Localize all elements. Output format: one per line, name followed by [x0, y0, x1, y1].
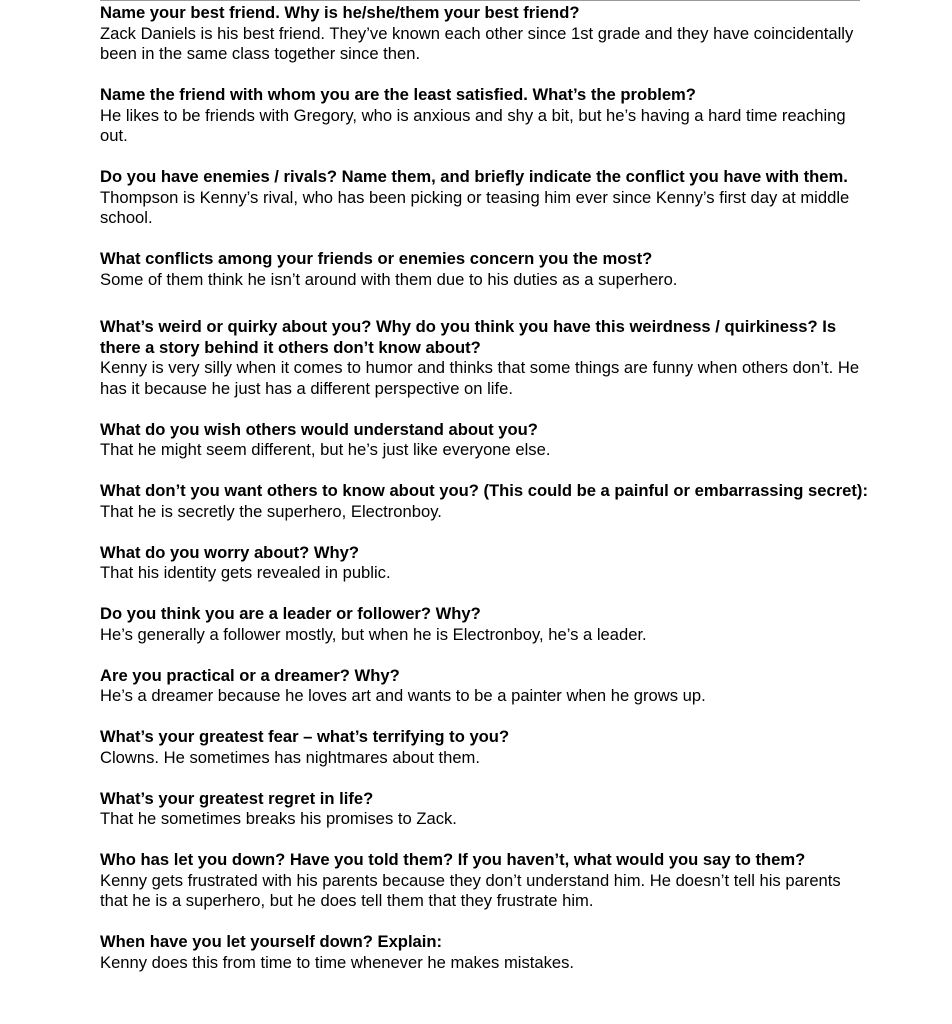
- question: Name your best friend. Why is he/she/them your best friend?: [100, 3, 580, 22]
- answer: He’s generally a follower mostly, but when he is Electronboy, he’s a leader.: [100, 624, 647, 644]
- answer: He likes to be friends with Gregory, who is anxious and shy a bit, but he’s having a hard time reaching out.: [100, 105, 846, 145]
- qa-worry: [100, 543, 870, 584]
- answer: That he is secretly the superhero, Electronboy.: [100, 501, 442, 521]
- qa-wish-understood: [100, 420, 870, 461]
- questionnaire-document: [100, 3, 870, 994]
- qa-let-down-by: [100, 850, 870, 912]
- question: Name the friend with whom you are the least satisfied. What’s the problem?: [100, 85, 696, 104]
- question: Do you think you are a leader or follower? Why?: [100, 604, 481, 623]
- answer: That his identity gets revealed in public.: [100, 563, 391, 582]
- answer: That he sometimes breaks his promises to Zack.: [100, 809, 457, 828]
- qa-conflicts-concern: [100, 249, 870, 290]
- question: What don’t you want others to know about you? (This could be a painful or embarrassing secret):: [100, 481, 868, 500]
- qa-weird-quirky: [100, 317, 870, 399]
- qa-greatest-regret: [100, 789, 870, 830]
- question: What’s your greatest regret in life?: [100, 788, 374, 808]
- question: What do you wish others would understand about you?: [100, 419, 538, 439]
- question: What’s your greatest fear – what’s terrifying to you?: [100, 727, 510, 746]
- answer: He’s a dreamer because he loves art and wants to be a painter when he grows up.: [100, 686, 706, 705]
- answer: Kenny gets frustrated with his parents because they don’t understand him. He doesn’t tell his parents that he is a superhero, but he does tell them that they frustrate him.: [100, 870, 841, 910]
- question: What’s weird or quirky about you? Why do you think you have this weirdness / quirkiness? Is there a story behind it others don’t know about?: [100, 317, 837, 357]
- question: When have you let yourself down? Explain:: [100, 932, 443, 951]
- qa-let-yourself-down: [100, 932, 870, 973]
- qa-least-satisfied-friend: [100, 85, 870, 147]
- qa-secret: [100, 481, 870, 522]
- qa-leader-follower: [100, 604, 870, 645]
- qa-enemies-rivals: [100, 167, 870, 229]
- question: Do you have enemies / rivals? Name them, and briefly indicate the conflict you have with them.: [100, 167, 848, 186]
- answer: Some of them think he isn’t around with them due to his duties as a superhero.: [100, 269, 678, 289]
- answer: Clowns. He sometimes has nightmares about them.: [100, 747, 480, 767]
- answer: Kenny is very silly when it comes to humor and thinks that some things are funny when others don’t. He has it because he just has a different perspective on life.: [100, 358, 860, 398]
- qa-greatest-fear: [100, 727, 870, 768]
- answer: Thompson is Kenny’s rival, who has been picking or teasing him ever since Kenny’s first day at middle school.: [100, 187, 850, 227]
- question: What conflicts among your friends or enemies concern you the most?: [100, 249, 653, 268]
- question: What do you worry about? Why?: [100, 542, 360, 562]
- qa-best-friend: [100, 3, 870, 65]
- qa-practical-dreamer: [100, 666, 870, 707]
- question: Who has let you down? Have you told them? If you haven’t, what would you say to them?: [100, 850, 806, 869]
- answer: Zack Daniels is his best friend. They’ve known each other since 1st grade and they have coincidentally been in the same class together since then.: [100, 23, 854, 63]
- answer: Kenny does this from time to time whenever he makes mistakes.: [100, 952, 575, 972]
- answer: That he might seem different, but he’s just like everyone else.: [100, 440, 551, 459]
- question: Are you practical or a dreamer? Why?: [100, 665, 400, 685]
- page-top-divider: [100, 0, 860, 1]
